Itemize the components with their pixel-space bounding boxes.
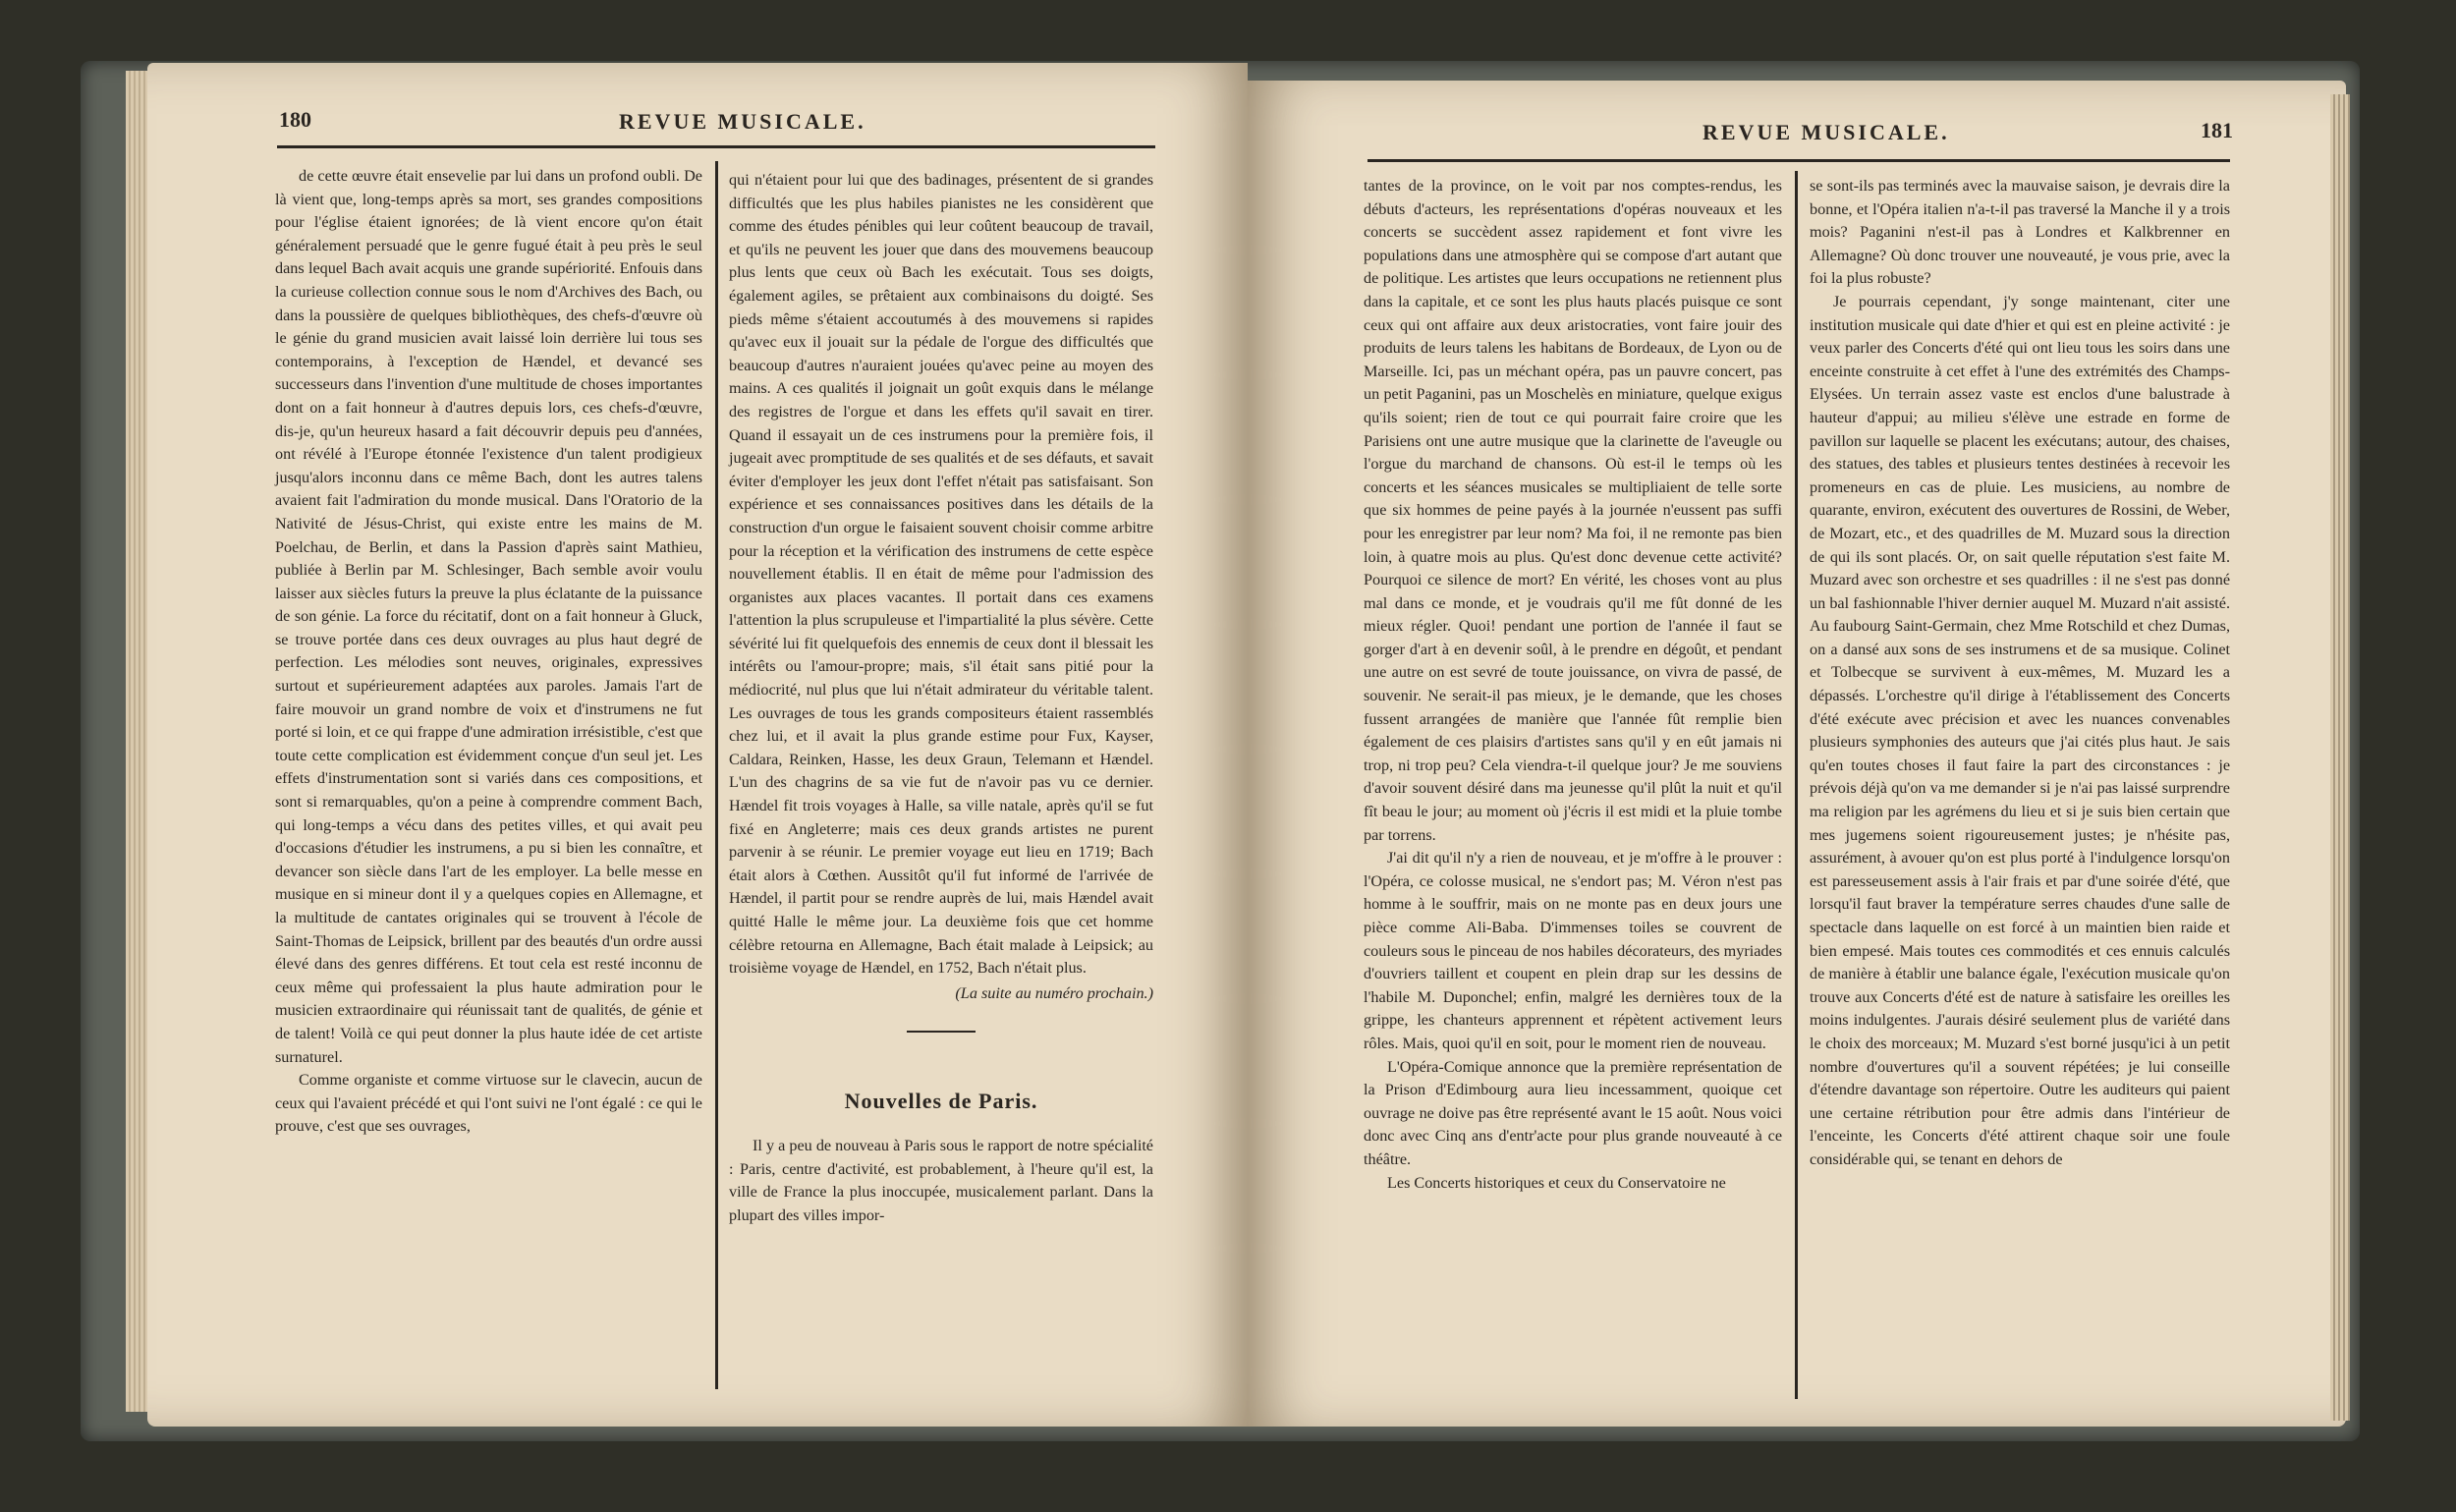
left-page <box>147 63 1248 1427</box>
paragraph: L'Opéra-Comique annonce que la première représentation de la Prison d'Edimbourg aura lieu incessamment, quoique cet ouvrage ne doive pas être représenté avant le 15 août. Nous voici donc avec Cinq ans d'entr'acte pour plus grande nouveauté à ce théâtre. <box>1364 1057 1782 1168</box>
section-divider <box>907 1031 976 1033</box>
column-rule-right <box>1795 171 1798 1399</box>
paragraph: J'ai dit qu'il n'y a rien de nouveau, et je m'offre à le prouver : l'Opéra, ce colosse musical, ne s'endort pas; M. Véron n'est pas homme à le souffrir, mais on ne monte pas en deux jours une pièce comme Ali-Baba. D'immenses toiles se couvrent de couleurs sous le pinceau de nos habiles décorateurs, des myriades d'ouvriers taillent et coupent en plein drap sur les dessins de l'habile M. Duponchel; enfin, malgré les dernières toux de la grippe, les chanteurs apprennent et répètent activement leurs rôles. Mais, quoi qu'il en soit, pour le moment rien de nouveau. <box>1364 849 1782 1052</box>
paragraph: Les Concerts historiques et ceux du Conservatoire ne <box>1387 1173 1726 1192</box>
paragraph: de cette œuvre était ensevelie par lui dans un profond oubli. De là vient que, long-temps après sa mort, ses grandes compositions pour l'église étaient ignorées; de là vient encore qu'on était généralement persuadé que le genre fugué était à peu près le seul dans lequel Bach avait acquis une grande supériorité. Enfouis dans la curieuse collection connue sous le nom d'Archives des Bach, ou dans la poussière de quelques bibliothèques, des chefs-d'œuvre où le génie du grand musicien avait laissé loin derrière lui tous ses contemporains, à l'exception de Hændel, et devancé ses successeurs dans l'invention d'une multitude de choses importantes dont on a fait honneur à d'autres depuis lors, ces chefs-d'œuvre, dis-je, qu'un heureux hasard a fait découvrir depuis peu d'années, ont révélé à l'Europe étonnée l'existence d'un talent prodigieux jusqu'alors inconnu dans ce même Bach, dont les autres talens avaient fait l'admiration du monde musical. Dans l'Oratorio de la Nativité de Jésus-Christ, qui existe entre les mains de M. Poelchau, de Berlin, et dans la Passion d'après saint Mathieu, publiée à Berlin par M. Schlesinger, Bach semble avoir voulu laisser aux siècles futurs la preuve la plus éclatante de la puissance de son génie. La force du récitatif, dont on a fait honneur à Gluck, se trouve portée dans ces deux ouvrages au plus haut degré de perfection. Les mélodies sont neuves, originales, expressives surtout et supérieurement adaptées aux paroles. Jamais l'art de faire mouvoir un grand nombre de voix et d'instrumens ne fut porté si loin, et ce qui frappe d'une admiration irrésistible, c'est que toute cette complication est évidemment conçue d'un seul jet. Les effets d'instrumentation sont si variés dans ces compositions, et sont si remarquables, qu'on a peine à comprendre comment Bach, qui long-temps a vécu dans des petites villes, et qui avait peu d'occasions d'étudier les instrumens, a pu si bien les connaître, et devancer son siècle dans l'art de les employer. La belle messe en musique en si mineur dont il y a quelques copies en Allemagne, et la multitude de cantates originales qui se trouvent à l'école de Saint-Thomas de Leipsick, brillent par des beautés d'un ordre aussi élevé dans des genres différens. Et tout cela est resté inconnu de ceux même qui professaient la plus haute admiration pour le musicien extraordinaire qui réunissait tant de qualités, de génie et de talent! Voilà ce qui peut donner la plus haute idée de cet artiste surnaturel. <box>275 167 702 1066</box>
paragraph: qui n'étaient pour lui que des badinages, présentent de si grandes difficultés que les plus habiles pianistes ne les considèrent que comme des études pénibles qui leur coûtent beaucoup de travail, et qu'ils ne peuvent les jouer que dans des mouvemens beaucoup plus lents que ceux où Bach les exécutait. Tous ses doigts, également agiles, se prêtaient aux combinaisons du doigté. Ses pieds même s'étaient accoutumés à des mouvemens si rapides qu'avec eux il jouait sur la pédale de l'orgue des difficultés que beaucoup d'autres n'auraient jouées qu'avec peine au moyen des mains. A ces qualités il joignait un goût exquis dans le mélange des registres de l'orgue et dans les effets qu'il savait en tirer. Quand il essayait un de ces instrumens pour la première fois, il jugeait avec promptitude de ses qualités et de ses défauts, et savait éviter d'employer les jeux dont l'effet n'était pas satisfaisant. Son expérience et ses connaissances positives dans les détails de la construction d'un orgue le faisaient souvent choisir comme arbitre pour la réception et la vérification des instrumens de cette espèce nouvellement établis. Il en était de même pour l'admission des organistes aux places vacantes. Il portait dans ces examens l'attention la plus scrupuleuse et l'impartialité la plus sévère. Cette sévérité lui fit quelquefois des ennemis de ceux dont il blessait les intérêts ou l'amour-propre; mais, s'il était sans pitié pour la médiocrité, nul plus que lui n'était admirateur du véritable talent. Les ouvrages de tous les grands compositeurs étaient rassemblés chez lui, et il avait la plus grande estime pour Fux, Kayser, Caldara, Reinken, Hasse, les deux Graun, Telemann et Hændel. L'un des chagrins de sa vie fut de n'avoir pas vu ce dernier. Hændel fit trois voyages à Halle, sa ville natale, après qu'il se fut fixé en Angleterre; mais ces deux grands artistes ne purent parvenir à se réunir. Le premier voyage eut lieu en 1719; Bach était alors à Cœthen. Aussitôt qu'il fut informé de l'arrivée de Hændel, il partit pour se rendre auprès de lui, mais Hændel avait quitté Halle le même jour. La deuxième fois que cet homme célèbre retourna en Allemagne, Bach était malade à Leipsick; au troisième voyage de Hændel, en 1752, Bach n'était plus. <box>729 171 1153 978</box>
right-page-column-1 <box>1364 175 1782 1195</box>
right-page <box>1248 81 2346 1427</box>
paragraph: Il y a peu de nouveau à Paris sous le rapport de notre spécialité : Paris, centre d'activité, est probablement, à l'heure qu'il est, la ville de France la plus inoccupée, musicalement parlant. Dans la plupart des villes impor- <box>729 1136 1153 1224</box>
paragraph: se sont-ils pas terminés avec la mauvaise saison, je devrais dire la bonne, et l'Opéra italien n'a-t-il pas traversé la Manche il y a trois mois? Paganini n'est-il pas à Londres et Kalkbrenner en Allemagne? Où donc trouver une nouveauté, je vous prie, avec la foi la plus robuste? <box>1810 177 2230 288</box>
header-rule-left <box>277 145 1155 148</box>
section-heading: Nouvelles de Paris. <box>844 1089 1038 1114</box>
continued-note: (La suite au numéro prochain.) <box>955 983 1153 1002</box>
right-page-edges <box>2330 94 2350 1421</box>
header-rule-right <box>1368 159 2230 162</box>
running-title-right: REVUE MUSICALE. <box>1702 120 1950 144</box>
left-page-column-2 <box>729 169 1153 1227</box>
paragraph: tantes de la province, on le voit par nos comptes-rendus, les débuts d'acteurs, les représentations d'opéras nouveaux et les concerts se succèdent assez rapidement et font vivre les populations dans une atmosphère qui se compose d'art autant que de politique. Les artistes que leurs occupations ne retiennent plus dans la capitale, et ce sont les plus hauts placés puisque ce sont ceux qui ont affaire aux deux aristocraties, vont faire jouir des produits de leurs talens les habitans de Bordeaux, de Lyon ou de Marseille. Ici, pas un méchant opéra, pas un pauvre concert, pas un petit Paganini, pas un Moschelès en miniature, quelque exigus qu'ils soient; rien de tout ce qui pourrait faire croire que les Parisiens ont une autre musique que la clarinette de l'aveugle ou l'orgue du marchand de chansons. Où est-il le temps où les concerts et les séances musicales se multipliaient de telle sorte que six hommes de peine payés à la journée n'eussent pas suffi pour les enregistrer par leur nom? Ma foi, il ne remonte pas bien loin, à quatre mois au plus. Qu'est donc devenue cette activité? Pourquoi ce silence de mort? En vérité, les choses vont au plus mal dans ce monde, et je voudrais qu'il me fût donné de les mieux régler. Quoi! pendant une portion de l'année il faut se gorger d'art à en devenir soûl, à le prendre en dégoût, et pendant une autre on est sevré de toute jouissance, on vivra de passé, de souvenir. Ne serait-il pas mieux, je le demande, que les choses fussent arrangées de manière que l'année fût remplie bien également de ces plaisirs d'artistes sans qu'il y en eût jamais ni trop, ni trop peu? Cela viendra-t-il quelque jour? Je me souviens d'avoir souvent désiré dans ma jeunesse qu'il plût la nuit et qu'il fît beau le jour; au moment où j'écris il est midi et la pluie tombe par torrens. <box>1364 177 1782 844</box>
left-page-column-1 <box>275 165 702 1139</box>
page-number-left: 180 <box>279 107 311 132</box>
running-title-left: REVUE MUSICALE. <box>619 109 866 134</box>
paragraph: Comme organiste et comme virtuose sur le clavecin, aucun de ceux qui l'avaient précédé et qui l'ont suivi ne l'ont égalé : ce qui le prouve, c'est que ses ouvrages, <box>275 1071 702 1136</box>
right-page-column-2 <box>1810 175 2230 1172</box>
page-number-right: 181 <box>2201 118 2233 142</box>
paragraph: Je pourrais cependant, j'y songe maintenant, citer une institution musicale qui date d'hier et qui est en pleine activité : je veux parler des Concerts d'été qui ont lieu tous les soirs dans une enceinte construite à cet effet à l'une des extrémités des Champs-Elysées. Un terrain assez vaste est enclos d'une balustrade à hauteur d'appui; au milieu s'élève une estrade en forme de pavillon sur laquelle se placent les exécutans; autour, des chaises, des statues, des tables et plusieurs tentes destinées à recevoir les promeneurs en cas de pluie. Les musiciens, au nombre de quarante, environ, exécutent des ouvertures de Rossini, de Weber, de Mozart, etc., et des quadrilles de M. Muzard sous la direction de qui ils sont placés. Or, on sait quelle réputation s'est faite M. Muzard avec son orchestre et ses quadrilles : il ne s'est pas donné un bal fashionnable l'hiver dernier auquel M. Muzard n'ait assisté. Au faubourg Saint-Germain, chez Mme Rotschild et chez Dumas, on a dansé aux sons de ses instrumens et de sa musique. Colinet et Tolbecque se survivent à eux-mêmes, M. Muzard les a dépassés. L'orchestre qu'il dirige à l'établissement des Concerts d'été exécute avec précision et avec les nuances convenables plusieurs symphonies des auteurs que j'ai cités plus haut. Je sais qu'en toutes choses il faut faire la part des circonstances : je prévois déjà qu'on va me demander si je n'ai pas laissé surprendre ma religion par les agrémens du lieu et si je suis bien certain que mes jugemens soient rigoureusement justes; je n'hésite pas, assurément, à avouer qu'on est plus porté à l'indulgence lorsqu'on est paresseusement assis à l'air frais et par d'une soirée d'été, que lorsqu'il faut braver la température serres chaudes d'une salle de spectacle dans laquelle on est forcé à un maintien bien raide et bien empesé. Mais toutes ces commodités et ces ennuis calculés de manière à établir une balance égale, l'exécution musicale qu'on trouve aux Concerts d'été est de nature à satisfaire les oreilles les moins indulgentes. J'aurais désiré seulement plus de variété dans le choix des morceaux; M. Muzard s'est borné jusqu'ici à un petit nombre d'ouvertures qu'il a souvent répétées; je lui conseille d'étendre davantage son répertoire. Outre les auditeurs qui paient une certaine rétribution pour être admis dans l'intérieur de l'enceinte, les Concerts d'été attirent chaque soir une foule considérable qui, se tenant en dehors de <box>1810 292 2230 1168</box>
column-rule-left <box>715 161 718 1389</box>
